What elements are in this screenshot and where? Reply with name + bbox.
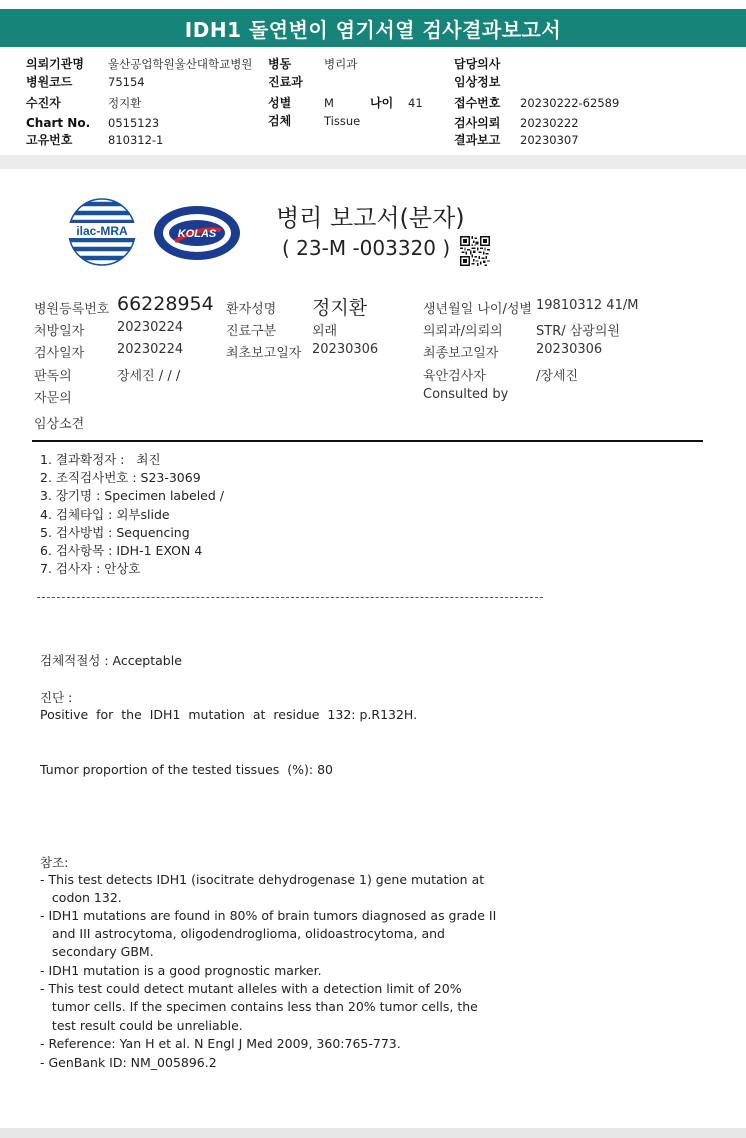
info-value-dept: 외래 xyxy=(312,324,338,339)
info-value-patient-name: 정지환 xyxy=(312,297,368,319)
info-label-test-date: 검사일자 xyxy=(34,346,85,361)
info-label-reader: 판독의 xyxy=(34,369,72,384)
detail-line: 7. 검사자 : 안상호 xyxy=(40,561,141,576)
info-value-first-report: 20230306 xyxy=(312,342,379,357)
info-label-final-report: 최종보고일자 xyxy=(423,346,499,361)
header-label-chart-no: Chart No. xyxy=(26,116,91,130)
references-label: 참조: xyxy=(40,855,69,870)
reference-line: test result could be unreliable. xyxy=(40,1018,243,1033)
dashed-divider xyxy=(37,597,543,598)
reference-line: - IDH1 mutation is a good prognostic marker. xyxy=(40,963,322,978)
header-label-report-date: 결과보고 xyxy=(454,133,501,147)
info-label-clinical: 임상소견 xyxy=(34,417,85,432)
diagnosis-label: 진단 : xyxy=(40,690,73,705)
info-label-consulted: Consulted by xyxy=(423,387,509,402)
info-value-rx-date: 20230224 xyxy=(117,320,184,335)
header-label-hospital-code: 병원코드 xyxy=(26,75,73,89)
reference-line: tumor cells. If the specimen contains less than 20% tumor cells, the xyxy=(40,999,478,1014)
info-value-gross: /장세진 xyxy=(536,369,579,384)
header-value-report-date: 20230307 xyxy=(520,133,579,147)
info-value-req-dept: STR/ 삼광의원 xyxy=(536,324,620,339)
qr-code-icon xyxy=(460,236,490,266)
info-label-first-report: 최초보고일자 xyxy=(226,346,302,361)
detail-line: 3. 장기명 : Specimen labeled / xyxy=(40,488,224,503)
header-value-hospital-code: 75154 xyxy=(108,75,145,89)
reference-line: - GenBank ID: NM_005896.2 xyxy=(40,1055,217,1070)
detail-line: 5. 검사방법 : Sequencing xyxy=(40,525,190,540)
detail-line: 6. 검사항목 : IDH-1 EXON 4 xyxy=(40,543,203,558)
section-rule xyxy=(32,440,703,442)
tumor-proportion: Tumor proportion of the tested tissues (%): 80 xyxy=(40,762,333,777)
info-label-reg-no: 병원등록번호 xyxy=(34,302,110,317)
svg-text:KOLAS: KOLAS xyxy=(177,228,217,240)
page-bottom-bar xyxy=(0,1128,746,1138)
ilac-mra-logo xyxy=(66,196,138,268)
diagnosis-text: Positive for the IDH1 mutation at residue 132: p.R132H. xyxy=(40,707,418,722)
specimen-adequacy: 검체적절성 : Acceptable xyxy=(40,653,182,668)
info-label-gross: 육안검사자 xyxy=(423,369,486,384)
reference-line: and III astrocytoma, oligodendroglioma, olidoastrocytoma, and xyxy=(40,926,445,941)
info-label-dob: 생년월일 나이/성별 xyxy=(423,302,532,317)
info-label-req-dept: 의뢰과/의뢰의 xyxy=(423,324,503,339)
info-value-dob: 19810312 41/M xyxy=(536,298,639,313)
info-value-test-date: 20230224 xyxy=(117,342,184,357)
header-value-receipt-no: 20230222-62589 xyxy=(520,96,620,110)
header-label-ward: 병동 xyxy=(268,57,292,71)
info-label-rx-date: 처방일자 xyxy=(34,324,85,339)
pathology-report-title: 병리 보고서(분자) xyxy=(276,204,465,232)
header-value-unique-no: 810312-1 xyxy=(108,133,164,147)
reference-line: - IDH1 mutations are found in 80% of brain tumors diagnosed as grade II xyxy=(40,908,497,923)
header-value-patient: 정지환 xyxy=(108,96,142,110)
header-value-sex: M xyxy=(324,96,334,110)
info-value-reg-no: 66228954 xyxy=(117,293,214,315)
reference-line: - This test detects IDH1 (isocitrate dehydrogenase 1) gene mutation at xyxy=(40,872,485,887)
detail-line: 4. 검체타입 : 외부slide xyxy=(40,507,170,522)
header-label-department: 진료과 xyxy=(268,75,303,89)
header-value-request-date: 20230222 xyxy=(520,116,579,130)
info-value-reader: 장세진 / / / xyxy=(117,369,181,384)
header-value-chart-no: 0515123 xyxy=(108,116,160,130)
detail-line: 1. 결과확정자 : 최진 xyxy=(40,452,161,467)
reference-line: - Reference: Yan H et al. N Engl J Med 2009, 360:765-773. xyxy=(40,1036,401,1051)
header-label-specimen: 검체 xyxy=(268,114,292,128)
reference-line: secondary GBM. xyxy=(40,944,154,959)
header-label-physician: 담당의사 xyxy=(454,57,501,71)
header-value-age: 41 xyxy=(408,96,423,110)
header-label-receipt-no: 접수번호 xyxy=(454,96,501,110)
svg-text:ilac-MRA: ilac-MRA xyxy=(76,224,128,238)
header-value-institution: 울산공업학원울산대학교병원 xyxy=(108,57,253,71)
header-label-request-date: 검사의뢰 xyxy=(454,116,501,130)
header-divider xyxy=(0,155,746,169)
report-title: IDH1 돌연변이 염기서열 검사결과보고서 xyxy=(0,9,746,47)
info-value-final-report: 20230306 xyxy=(536,342,603,357)
detail-line: 2. 조직검사번호 : S23-3069 xyxy=(40,470,201,485)
header-label-clinical-info: 임상정보 xyxy=(454,75,501,89)
reference-line: - This test could detect mutant alleles with a detection limit of 20% xyxy=(40,981,462,996)
header-value-specimen: Tissue xyxy=(324,114,361,128)
info-label-patient-name: 환자성명 xyxy=(226,302,277,317)
reference-line: codon 132. xyxy=(40,890,122,905)
info-label-dept: 진료구분 xyxy=(226,324,277,339)
info-label-advisor: 자문의 xyxy=(34,391,72,406)
pathology-report-number: ( 23-M -003320 ) xyxy=(282,236,451,260)
header-label-unique-no: 고유번호 xyxy=(26,133,73,147)
header-label-patient: 수진자 xyxy=(26,96,61,110)
header-label-age: 나이 xyxy=(370,96,394,110)
header-label-sex: 성별 xyxy=(268,96,292,110)
header-label-institution: 의뢰기관명 xyxy=(26,57,84,71)
kolas-logo xyxy=(152,204,242,262)
header-value-ward: 병리과 xyxy=(324,57,358,71)
